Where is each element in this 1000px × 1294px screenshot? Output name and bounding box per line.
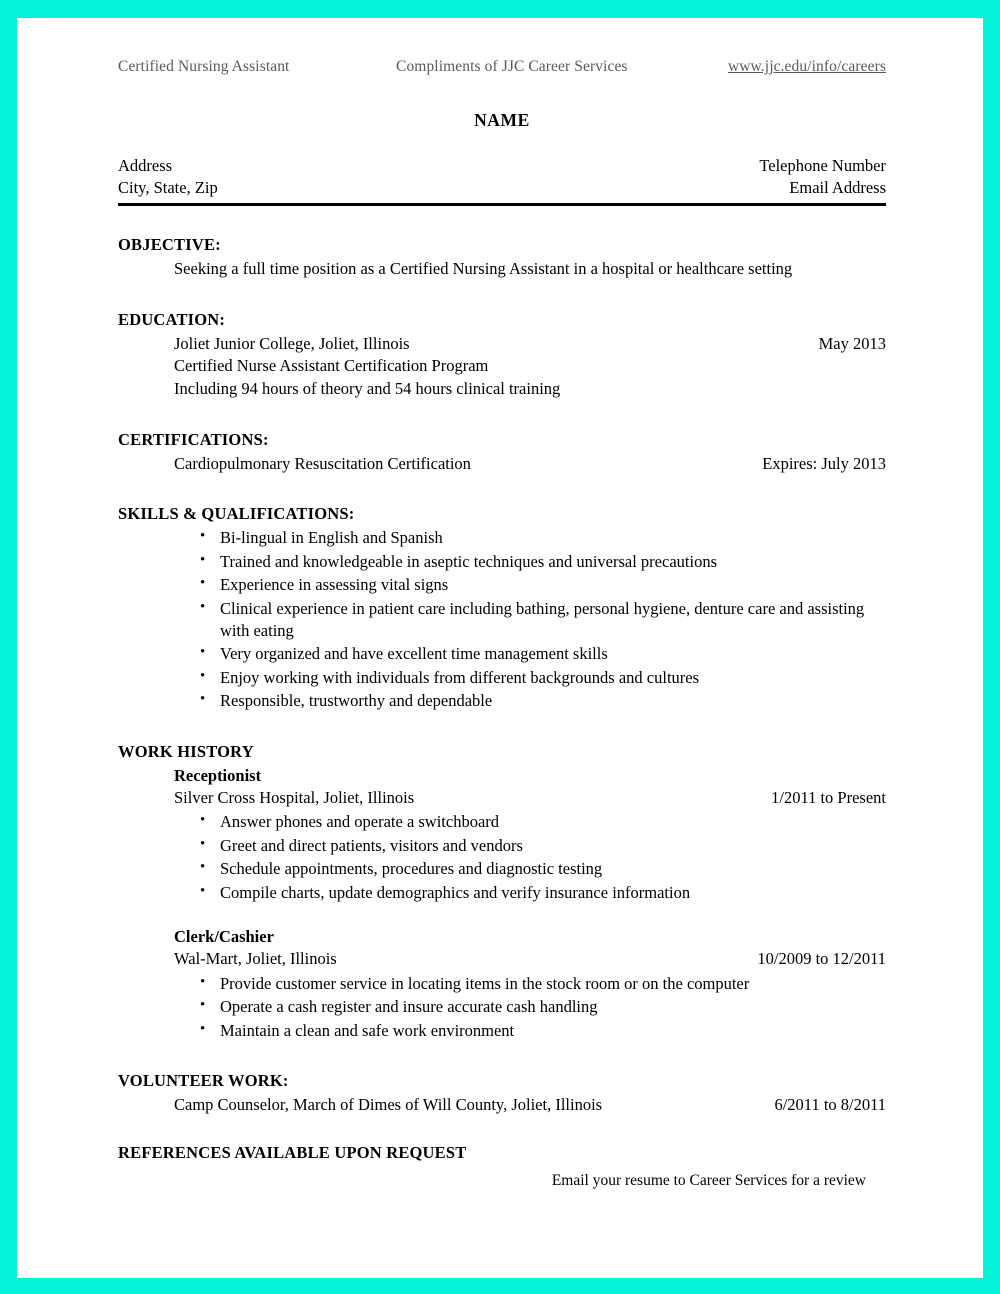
education-detail: Including 94 hours of theory and 54 hours clinical training <box>174 379 561 398</box>
list-item: • Operate a cash register and insure accurate cash handling <box>200 996 886 1018</box>
section-work-history <box>118 742 886 1042</box>
job-dates: 10/2009 to 12/2011 <box>757 949 886 969</box>
section-skills <box>118 504 886 713</box>
education-program: Certified Nurse Assistant Certification Program <box>174 356 489 376</box>
contact-block <box>118 155 886 199</box>
list-item: • Experience in assessing vital signs <box>200 574 886 596</box>
job-position: Receptionist <box>174 765 262 785</box>
page-title: NAME <box>474 110 530 130</box>
career-services-note: Email your resume to Career Services for a review <box>551 1171 866 1189</box>
job-employer: Silver Cross Hospital, Joliet, Illinois <box>174 787 415 807</box>
job-position: Clerk/Cashier <box>174 927 274 947</box>
list-item: • Compile charts, update demographics and verify insurance information <box>200 882 886 904</box>
job-dates: 1/2011 to Present <box>771 787 886 807</box>
section-title-work-history: WORK HISTORY <box>118 741 254 761</box>
education-school: Joliet Junior College, Joliet, Illinois <box>174 333 410 353</box>
list-item: • Bi-lingual in English and Spanish <box>200 527 886 549</box>
volunteer-dates: 6/2011 to 8/2011 <box>774 1095 886 1115</box>
header-website-link[interactable]: www.jjc.edu/info/careers <box>727 58 886 75</box>
section-title-education: EDUCATION: <box>118 309 226 329</box>
volunteer-row <box>118 1094 886 1117</box>
telephone-number: Telephone Number <box>759 156 886 175</box>
list-item: • Schedule appointments, procedures and diagnostic testing <box>200 858 886 880</box>
section-title-skills: SKILLS & QUALIFICATIONS: <box>118 504 355 524</box>
header-document-type: Certified Nursing Assistant <box>118 58 290 75</box>
section-education <box>118 310 886 401</box>
work-history-entry <box>118 926 886 1042</box>
job-duties-list <box>118 973 886 1042</box>
contact-row <box>118 177 886 199</box>
section-references <box>118 1143 886 1190</box>
objective-text: Seeking a full time position as a Certified Nursing Assistant in a hospital or healthcare setting <box>174 259 793 279</box>
document-header <box>118 58 886 76</box>
certification-expires: Expires: July 2013 <box>762 453 886 473</box>
list-item: • Answer phones and operate a switchboard <box>200 811 886 833</box>
skills-list <box>118 527 886 713</box>
job-employer: Wal-Mart, Joliet, Illinois <box>174 949 337 969</box>
resume-page <box>17 18 983 1278</box>
job-duties-list <box>118 811 886 904</box>
certification-row <box>118 453 886 476</box>
resume-content <box>118 58 886 1190</box>
job-employer-row <box>118 787 886 810</box>
section-objective <box>118 235 886 281</box>
section-volunteer-work <box>118 1071 886 1117</box>
certification-name: Cardiopulmonary Resuscitation Certification <box>174 453 471 473</box>
contact-row <box>118 155 886 177</box>
address-line-2: City, State, Zip <box>118 178 218 198</box>
section-certifications <box>118 430 886 476</box>
list-item: • Responsible, trustworthy and dependable <box>200 690 886 712</box>
education-school-row <box>118 333 886 356</box>
list-item: • Maintain a clean and safe work environment <box>200 1020 886 1042</box>
list-item: • Provide customer service in locating items in the stock room or on the computer <box>200 973 886 995</box>
list-item: • Very organized and have excellent time management skills <box>200 643 886 665</box>
header-compliments: Compliments of JJC Career Services <box>396 58 628 75</box>
list-item: • Clinical experience in patient care including bathing, personal hygiene, denture care and assisting with eating <box>200 598 886 643</box>
list-item: • Greet and direct patients, visitors and vendors <box>200 835 886 857</box>
list-item: • Enjoy working with individuals from different backgrounds and cultures <box>200 667 886 689</box>
section-title-certifications: CERTIFICATIONS: <box>118 429 269 449</box>
education-date: May 2013 <box>818 333 886 353</box>
header-divider <box>118 203 886 206</box>
address-line-1: Address <box>118 156 173 175</box>
list-item: • Trained and knowledgeable in aseptic techniques and universal precautions <box>200 551 886 573</box>
volunteer-entry: Camp Counselor, March of Dimes of Will County, Joliet, Illinois <box>174 1095 603 1115</box>
section-title-volunteer-work: VOLUNTEER WORK: <box>118 1071 289 1091</box>
section-title-objective: OBJECTIVE: <box>118 235 221 255</box>
email-address: Email Address <box>789 178 886 198</box>
section-title-references: REFERENCES AVAILABLE UPON REQUEST <box>118 1142 467 1162</box>
job-employer-row <box>118 948 886 971</box>
work-history-entry <box>118 765 886 904</box>
